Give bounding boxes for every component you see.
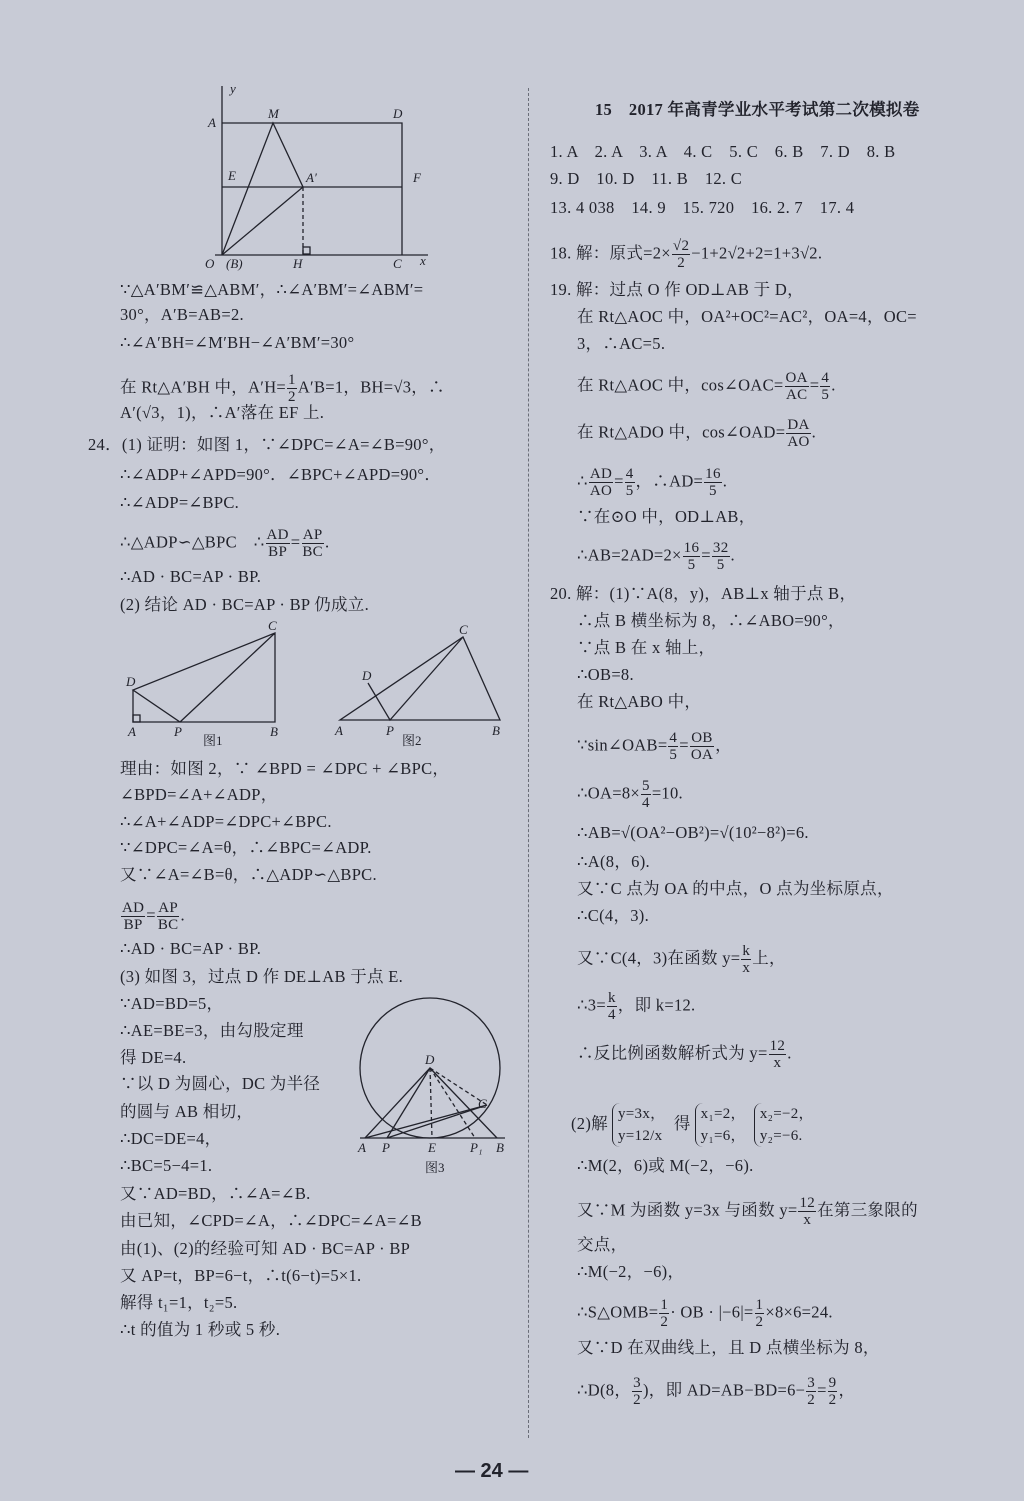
text-segment: = bbox=[809, 375, 820, 395]
text-segment: 又∵∠A=∠B=θ，∴△ADP∽△BPC. bbox=[120, 865, 377, 884]
text-segment: ∵在⊙O 中，OD⊥AB， bbox=[577, 507, 756, 526]
text-segment: 又∵C(4，3)在函数 y= bbox=[577, 948, 741, 968]
text-segment: ∴AE=BE=3，由勾股定理 bbox=[120, 1021, 304, 1040]
text-segment: . bbox=[180, 905, 185, 925]
figure-caption: 图1 bbox=[203, 733, 223, 748]
numerator: 4 bbox=[821, 370, 830, 386]
text-segment: 在 Rt△ADO 中，cos∠OAD= bbox=[577, 422, 786, 442]
text-segment: 3，∴AC=5. bbox=[577, 334, 666, 353]
numerator: AP bbox=[158, 900, 179, 916]
text-segment: = bbox=[290, 532, 301, 552]
denominator: BP bbox=[268, 544, 288, 560]
text-segment: 在第三象限的 bbox=[817, 1200, 918, 1220]
equation: y=12/x bbox=[617, 1128, 663, 1144]
numerator: OA bbox=[785, 370, 808, 386]
numerator: DA bbox=[787, 417, 810, 433]
numerator: 16 bbox=[705, 466, 721, 482]
text-segment: A′(√3，1)，∴A′落在 EF 上. bbox=[120, 403, 325, 422]
numerator: 4 bbox=[669, 730, 678, 746]
text-segment: ∴AD · BC=AP · BP. bbox=[120, 567, 262, 586]
text-segment: ∴∠A′BH=∠M′BH−∠A′BM′=30° bbox=[120, 333, 355, 352]
text-segment: ∵以 D 为圆心，DC 为半径 bbox=[120, 1074, 321, 1093]
figure-label: y bbox=[230, 81, 236, 96]
text-segment: ∴C(4，3). bbox=[577, 906, 650, 925]
text-segment: ∴AB=2AD=2× bbox=[577, 545, 682, 565]
text-segment: ∴∠ADP=∠BPC. bbox=[120, 493, 240, 512]
text-segment: = bbox=[817, 1380, 827, 1400]
figure-label: H bbox=[293, 256, 303, 271]
text-segment: ∵sin∠OAB= bbox=[577, 735, 668, 755]
figure-label: A bbox=[335, 723, 343, 738]
denominator: BC bbox=[302, 544, 323, 560]
numerator: AD bbox=[122, 900, 145, 916]
text-segment: · OB · |−6|= bbox=[670, 1302, 754, 1322]
figure-label: (B) bbox=[226, 256, 243, 271]
section-title: 15 2017 年高青学业水平考试第二次模拟卷 bbox=[595, 100, 920, 119]
numerator: 1 bbox=[755, 1297, 764, 1313]
figure-label: A bbox=[208, 115, 216, 130]
text-segment: ∴A(8，6). bbox=[577, 852, 650, 871]
numerator: 3 bbox=[633, 1375, 641, 1391]
text-segment: (3) 如图 3，过点 D 作 DE⊥AB 于点 E. bbox=[120, 967, 404, 986]
denominator: 4 bbox=[607, 1007, 616, 1023]
denominator: 2 bbox=[288, 389, 296, 405]
denominator: AO bbox=[589, 483, 613, 499]
figure-label: P bbox=[382, 1140, 390, 1155]
text-segment: 13. 4 038 14. 9 15. 720 16. 2. 7 17. 4 bbox=[550, 198, 855, 217]
numerator: 4 bbox=[625, 466, 634, 482]
text-segment: ∴ bbox=[577, 471, 588, 491]
denominator: 5 bbox=[716, 557, 725, 573]
numerator: AP bbox=[302, 527, 323, 543]
text-segment: −1+2√2+2=1+3√2. bbox=[691, 243, 823, 263]
text-segment: ∵点 B 在 x 轴上， bbox=[577, 638, 716, 657]
text-segment: 1. A 2. A 3. A 4. C 5. C 6. B 7. D 8. B bbox=[550, 142, 896, 161]
text-segment: 得 DE=4. bbox=[120, 1048, 187, 1067]
text-segment: 在 Rt△AOC 中，cos∠OAC= bbox=[577, 375, 784, 395]
figure-label: P bbox=[386, 723, 394, 738]
text-segment: 又 AP=t，BP=6−t，∴t(6−t)=5×1. bbox=[120, 1266, 362, 1285]
text-segment: = bbox=[679, 735, 689, 755]
figure-label: C bbox=[268, 618, 277, 633]
text-segment: 在 Rt△ABO 中， bbox=[577, 692, 702, 711]
text-segment: ∵∠DPC=∠A=θ，∴∠BPC=∠ADP. bbox=[120, 838, 372, 857]
text-segment: ∴OA=8× bbox=[577, 783, 640, 803]
text-segment: ∴S△OMB= bbox=[577, 1302, 659, 1322]
text-segment: ， bbox=[838, 1380, 856, 1400]
figure-label: D bbox=[425, 1052, 435, 1067]
figure-label: B bbox=[496, 1140, 504, 1155]
equation: x₂=−2， bbox=[759, 1106, 814, 1122]
figure-label: A bbox=[358, 1140, 366, 1155]
text-segment: = bbox=[146, 905, 156, 925]
numerator: 3 bbox=[807, 1375, 816, 1391]
denominator: AO bbox=[787, 434, 810, 450]
text-segment: ∴BC=5−4=1. bbox=[120, 1156, 213, 1175]
text-segment: ∵AD=BD=5， bbox=[120, 994, 224, 1013]
equation: y₁=6， bbox=[700, 1128, 746, 1144]
text-segment: 上， bbox=[752, 948, 786, 968]
text-segment: = bbox=[701, 545, 711, 565]
text-segment: ∴AD · BC=AP · BP. bbox=[120, 939, 262, 958]
denominator: 2 bbox=[633, 1392, 641, 1408]
denominator: 2 bbox=[755, 1314, 764, 1330]
text-segment: 在 Rt△A′BH 中，A′H= bbox=[120, 377, 287, 397]
text-segment: ∴反比例函数解析式为 y= bbox=[577, 1043, 768, 1063]
text-segment: 24．(1) 证明：如图 1，∵∠DPC=∠A=∠B=90°， bbox=[88, 435, 446, 454]
denominator: AC bbox=[785, 387, 808, 403]
text-segment: . bbox=[811, 422, 817, 442]
text-segment: ∴OB=8. bbox=[577, 665, 634, 684]
text-segment: =10. bbox=[651, 783, 683, 803]
numerator: AD bbox=[266, 527, 289, 543]
denominator: 5 bbox=[687, 557, 696, 573]
text-segment: 19. 解：过点 O 作 OD⊥AB 于 D， bbox=[550, 280, 804, 299]
figure-label: C bbox=[478, 1096, 487, 1111]
text-segment: ∴AB=√(OA²−OB²)=√(10²−8²)=6. bbox=[577, 823, 809, 842]
text-segment: ∴t 的值为 1 秒或 5 秒. bbox=[120, 1320, 281, 1339]
figure-label: C bbox=[459, 622, 468, 637]
text-segment: ，即 k=12. bbox=[617, 995, 696, 1015]
denominator: x bbox=[773, 1055, 782, 1071]
numerator: 1 bbox=[660, 1297, 669, 1313]
equation: x₁=2， bbox=[700, 1106, 746, 1122]
denominator: 2 bbox=[660, 1314, 669, 1330]
text-segment: 理由：如图 2，∵ ∠BPD = ∠DPC + ∠BPC， bbox=[120, 759, 450, 778]
text-segment: 的圆与 AB 相切， bbox=[120, 1102, 254, 1121]
numerator: 5 bbox=[642, 778, 650, 794]
text-segment: ∴M(2，6)或 M(−2，−6). bbox=[577, 1156, 754, 1175]
figure-label: F bbox=[413, 170, 421, 185]
text-segment: ∴M(−2，−6)， bbox=[577, 1262, 685, 1281]
text-segment: )，即 AD=AB−BD=6− bbox=[642, 1380, 806, 1400]
denominator: 5 bbox=[625, 483, 634, 499]
text-segment: ∵△A′BM′≌△ABM′，∴∠A′BM′=∠ABM′= bbox=[120, 280, 424, 299]
denominator: x bbox=[803, 1212, 812, 1228]
denominator: 5 bbox=[669, 747, 678, 763]
figure-label: E bbox=[228, 168, 236, 183]
text-segment: = bbox=[614, 471, 624, 491]
figure-label: D bbox=[126, 674, 136, 689]
page-number: — 24 — bbox=[455, 1460, 529, 1482]
text-segment: . bbox=[831, 375, 836, 395]
figure-label: O bbox=[205, 256, 215, 271]
text-segment: 又∵D 在双曲线上，且 D 点横坐标为 8， bbox=[577, 1338, 880, 1357]
denominator: 4 bbox=[642, 795, 650, 811]
figure-label: P bbox=[174, 724, 182, 739]
equation: y₂=−6. bbox=[759, 1128, 803, 1144]
text-segment: 解得 t₁=1，t₂=5. bbox=[120, 1293, 238, 1312]
figure-caption: 图2 bbox=[402, 733, 422, 748]
numerator: k bbox=[742, 943, 751, 959]
denominator: OA bbox=[690, 747, 714, 763]
numerator: 16 bbox=[683, 540, 700, 556]
text-segment: 18. 解：原式=2× bbox=[550, 243, 671, 263]
text-segment: ∴DC=DE=4， bbox=[120, 1129, 222, 1148]
text-segment: ∴∠ADP+∠APD=90°．∠BPC+∠APD=90°． bbox=[120, 465, 442, 484]
text-segment: ∴D(8， bbox=[577, 1380, 632, 1400]
text-segment: ∴△ADP∽△BPC ∴ bbox=[120, 532, 265, 552]
numerator: AD bbox=[589, 466, 613, 482]
text-segment: 30°，A′B=AB=2. bbox=[120, 305, 244, 324]
denominator: 2 bbox=[828, 1392, 837, 1408]
numerator: √2 bbox=[672, 238, 690, 254]
text-segment: ∴3= bbox=[577, 995, 606, 1015]
figure-label: C bbox=[393, 256, 402, 271]
text-segment: ∠BPD=∠A+∠ADP， bbox=[120, 785, 278, 804]
text-segment: A′B=1，BH=√3，∴ bbox=[297, 377, 445, 397]
numerator: 12 bbox=[769, 1038, 786, 1054]
figure-label: A′ bbox=[306, 170, 317, 185]
figure-caption: 图3 bbox=[425, 1160, 445, 1175]
denominator: 2 bbox=[677, 255, 685, 271]
text-segment: 得 bbox=[669, 1113, 691, 1133]
text-segment: 又∵M 为函数 y=3x 与函数 y= bbox=[577, 1200, 798, 1220]
text-segment: 又∵C 点为 OA 的中点，O 点为坐标原点， bbox=[577, 879, 894, 898]
text-segment: ， bbox=[715, 735, 732, 755]
text-segment: 9. D 10. D 11. B 12. C bbox=[550, 169, 743, 188]
text-segment: . bbox=[722, 471, 728, 491]
numerator: 1 bbox=[288, 372, 296, 388]
text-segment: . bbox=[325, 532, 330, 552]
denominator: BP bbox=[123, 917, 143, 933]
denominator: 5 bbox=[821, 387, 830, 403]
denominator: 5 bbox=[709, 483, 717, 499]
numerator: k bbox=[607, 990, 616, 1006]
figure-label: M bbox=[268, 106, 279, 121]
text-segment: (2) 结论 AD · BC=AP · BP 仍成立. bbox=[120, 595, 370, 614]
text-segment: 在 Rt△AOC 中，OA²+OC²=AC²，OA=4，OC= bbox=[577, 307, 917, 326]
numerator: 12 bbox=[799, 1195, 816, 1211]
equation: y=3x， bbox=[617, 1106, 666, 1122]
text-segment: (2)解 bbox=[571, 1113, 608, 1133]
figure-label: P₁ bbox=[470, 1140, 483, 1155]
figure-label: x bbox=[420, 253, 426, 268]
figure-1 bbox=[133, 633, 275, 722]
text-segment: ∴点 B 横坐标为 8，∴∠ABO=90°， bbox=[577, 611, 845, 630]
text-segment: 由(1)、(2)的经验可知 AD · BC=AP · BP bbox=[120, 1239, 411, 1258]
figure-label: B bbox=[492, 723, 500, 738]
text-segment: ，∴AD= bbox=[635, 471, 704, 491]
denominator: x bbox=[742, 960, 751, 976]
text-segment: 交点， bbox=[577, 1235, 628, 1254]
text-segment: 20. 解：(1)∵A(8，y)，AB⊥x 轴于点 B， bbox=[550, 584, 857, 603]
numerator: OB bbox=[691, 730, 713, 746]
text-segment: . bbox=[730, 545, 735, 565]
text-segment: ∴∠A+∠ADP=∠DPC+∠BPC. bbox=[120, 812, 332, 831]
figure-label: B bbox=[270, 724, 278, 739]
text-segment: . bbox=[787, 1043, 792, 1063]
numerator: 9 bbox=[828, 1375, 837, 1391]
text-segment: 由已知，∠CPD=∠A，∴∠DPC=∠A=∠B bbox=[120, 1211, 422, 1230]
figure-label: D bbox=[362, 668, 372, 683]
denominator: BC bbox=[157, 917, 179, 933]
text-segment: ×8×6=24. bbox=[765, 1302, 833, 1322]
figure-label: E bbox=[428, 1140, 436, 1155]
text-segment: 又∵AD=BD，∴∠A=∠B. bbox=[120, 1184, 311, 1203]
denominator: 2 bbox=[807, 1392, 816, 1408]
figure-label: D bbox=[393, 106, 403, 121]
numerator: 32 bbox=[712, 540, 729, 556]
figure-label: A bbox=[128, 724, 136, 739]
figure-3 bbox=[360, 998, 505, 1138]
